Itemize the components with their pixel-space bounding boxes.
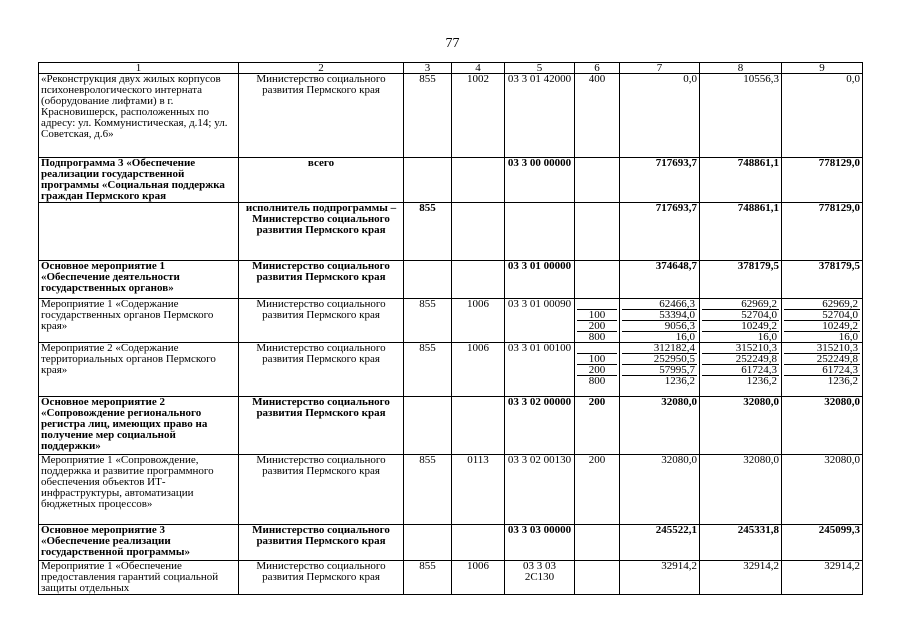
row-grbs: 855 — [404, 203, 452, 261]
col-header: 7 — [620, 63, 700, 74]
row-target-item: 03 3 01 42000 — [505, 74, 575, 158]
row-section: 1006 — [452, 561, 505, 595]
row-value-year2: 748861,1 — [700, 203, 782, 261]
table-row — [39, 261, 863, 299]
col-header: 6 — [575, 63, 620, 74]
cell-line: 200 — [577, 320, 617, 331]
cell-line: 53394,0 — [622, 309, 697, 320]
row-name: Подпрограмма 3 «Обеспечение реализации государственной программы «Социальная поддержка граждан Пермского края — [39, 158, 239, 203]
row-executor: Министерство социального развития Пермского края — [239, 299, 404, 343]
row-executor: Министерство социального развития Пермского края — [239, 397, 404, 455]
row-section: 1006 — [452, 299, 505, 343]
row-grbs — [404, 261, 452, 299]
row-value-year3 — [782, 343, 863, 397]
cell-line: 800 — [577, 375, 617, 386]
cell-line: 315210,3 — [816, 342, 858, 354]
cell-line — [577, 343, 617, 353]
row-grbs: 855 — [404, 455, 452, 525]
row-name: Мероприятие 1 «Обеспечение предоставления гарантий социальной защиты отдельных — [39, 561, 239, 595]
row-target-item: 03 3 01 00090 — [505, 299, 575, 343]
col-header: 4 — [452, 63, 505, 74]
table-row — [39, 203, 863, 261]
row-name — [39, 203, 239, 261]
row-value-year1: 32914,2 — [620, 561, 700, 595]
row-expense-type — [575, 343, 620, 397]
row-target-item: 03 3 01 00000 — [505, 261, 575, 299]
row-expense-type — [575, 158, 620, 203]
row-value-year3: 0,0 — [782, 74, 863, 158]
row-target-item — [505, 203, 575, 261]
row-grbs — [404, 397, 452, 455]
row-value-year2: 32080,0 — [700, 397, 782, 455]
col-header: 2 — [239, 63, 404, 74]
table-row — [39, 158, 863, 203]
cell-line: 62466,3 — [659, 298, 695, 310]
cell-line: 61724,3 — [784, 364, 860, 375]
row-grbs: 855 — [404, 74, 452, 158]
cell-line: 61724,3 — [702, 364, 779, 375]
row-value-year2: 32080,0 — [700, 455, 782, 525]
row-target-item: 03 3 02 00130 — [505, 455, 575, 525]
row-name: Мероприятие 1 «Содержание государственных органов Пермского края» — [39, 299, 239, 343]
row-grbs: 855 — [404, 561, 452, 595]
row-value-year3: 378179,5 — [782, 261, 863, 299]
row-value-year1 — [620, 299, 700, 343]
cell-line: 800 — [577, 331, 617, 342]
cell-line: 16,0 — [702, 331, 779, 342]
row-expense-type — [575, 203, 620, 261]
row-target-item: 03 3 02 00000 — [505, 397, 575, 455]
row-section — [452, 525, 505, 561]
row-expense-type — [575, 525, 620, 561]
row-target-item: 03 3 03 00000 — [505, 525, 575, 561]
cell-line: 57995,7 — [622, 364, 697, 375]
cell-line: 10249,2 — [702, 320, 779, 331]
cell-line: 62969,2 — [822, 298, 858, 310]
row-grbs — [404, 525, 452, 561]
col-header: 1 — [39, 63, 239, 74]
row-value-year2: 10556,3 — [700, 74, 782, 158]
cell-line: 252249,8 — [702, 353, 779, 364]
row-value-year3: 778129,0 — [782, 158, 863, 203]
row-value-year1: 245522,1 — [620, 525, 700, 561]
row-executor: Министерство социального развития Пермского края — [239, 74, 404, 158]
row-value-year3: 245099,3 — [782, 525, 863, 561]
row-grbs: 855 — [404, 299, 452, 343]
row-expense-type — [575, 261, 620, 299]
row-name: Мероприятие 2 «Содержание территориальных органов Пермского края» — [39, 343, 239, 397]
cell-line: 200 — [577, 364, 617, 375]
row-value-year1: 374648,7 — [620, 261, 700, 299]
table-row — [39, 525, 863, 561]
row-executor: Министерство социального развития Пермского края — [239, 455, 404, 525]
row-section: 0113 — [452, 455, 505, 525]
row-name: Основное мероприятие 1 «Обеспечение деятельности государственных органов» — [39, 261, 239, 299]
cell-line: 252249,8 — [784, 353, 860, 364]
row-value-year2: 32914,2 — [700, 561, 782, 595]
col-header: 3 — [404, 63, 452, 74]
row-section — [452, 397, 505, 455]
cell-line: 52704,0 — [702, 309, 779, 320]
cell-line: 10249,2 — [784, 320, 860, 331]
row-name: Мероприятие 1 «Сопровождение, поддержка и развитие программного обеспечения объектов ИТ-инфраструктуры, автоматизации бюджетных процессов» — [39, 455, 239, 525]
cell-line — [577, 299, 617, 309]
table-row — [39, 74, 863, 158]
cell-line: 1236,2 — [702, 375, 779, 386]
table-row — [39, 397, 863, 455]
row-section — [452, 158, 505, 203]
row-target-item: 03 3 00 00000 — [505, 158, 575, 203]
row-executor: Министерство социального развития Пермского края — [239, 343, 404, 397]
row-value-year1: 0,0 — [620, 74, 700, 158]
row-expense-type: 200 — [575, 455, 620, 525]
row-value-year1 — [620, 343, 700, 397]
cell-line: 16,0 — [784, 331, 860, 342]
row-target-item: 03 3 01 00100 — [505, 343, 575, 397]
row-expense-type: 200 — [575, 397, 620, 455]
cell-line: 100 — [577, 309, 617, 320]
row-executor: исполнитель подпрограммы – Министерство социального развития Пермского края — [239, 203, 404, 261]
row-value-year2 — [700, 343, 782, 397]
row-value-year2: 378179,5 — [700, 261, 782, 299]
table-row — [39, 455, 863, 525]
page-number: 77 — [445, 36, 460, 51]
row-name: «Реконструкция двух жилых корпусов психоневрологического интерната (оборудование лифтами) в г. Красновишерск, расположенных по адресу: ул. Коммунистическая, д.14; ул. Советская, д.6» — [39, 74, 239, 158]
row-expense-type: 400 — [575, 74, 620, 158]
cell-line: 9056,3 — [622, 320, 697, 331]
cell-line: 312182,4 — [653, 342, 695, 354]
row-value-year3 — [782, 299, 863, 343]
row-executor: Министерство социального развития Пермского края — [239, 525, 404, 561]
row-executor: Министерство социального развития Пермского края — [239, 561, 404, 595]
row-target-item: 03 3 03 2С130 — [505, 561, 575, 595]
table-row — [39, 561, 863, 595]
row-value-year2: 245331,8 — [700, 525, 782, 561]
row-value-year1: 717693,7 — [620, 158, 700, 203]
col-header: 9 — [782, 63, 863, 74]
row-section: 1006 — [452, 343, 505, 397]
row-executor: Министерство социального развития Пермского края — [239, 261, 404, 299]
row-value-year2 — [700, 299, 782, 343]
row-grbs — [404, 158, 452, 203]
cell-line: 1236,2 — [622, 375, 697, 386]
col-header: 8 — [700, 63, 782, 74]
cell-line: 52704,0 — [784, 309, 860, 320]
row-section: 1002 — [452, 74, 505, 158]
row-executor: всего — [239, 158, 404, 203]
table-row — [39, 299, 863, 343]
row-section — [452, 203, 505, 261]
row-value-year3: 32914,2 — [782, 561, 863, 595]
row-section — [452, 261, 505, 299]
row-name: Основное мероприятие 2 «Сопровождение регионального регистра лиц, имеющих право на получение мер социальной поддержки» — [39, 397, 239, 455]
cell-line: 16,0 — [622, 331, 697, 342]
row-value-year1: 32080,0 — [620, 455, 700, 525]
cell-line: 315210,3 — [735, 342, 777, 354]
row-value-year1: 717693,7 — [620, 203, 700, 261]
row-expense-type — [575, 561, 620, 595]
row-value-year3: 32080,0 — [782, 397, 863, 455]
row-expense-type — [575, 299, 620, 343]
cell-line: 100 — [577, 353, 617, 364]
budget-table — [38, 62, 863, 595]
column-number-row — [39, 63, 863, 74]
row-value-year2: 748861,1 — [700, 158, 782, 203]
row-grbs: 855 — [404, 343, 452, 397]
cell-line: 252950,5 — [622, 353, 697, 364]
row-value-year1: 32080,0 — [620, 397, 700, 455]
cell-line: 62969,2 — [741, 298, 777, 310]
cell-line: 1236,2 — [784, 375, 860, 386]
col-header: 5 — [505, 63, 575, 74]
row-value-year3: 32080,0 — [782, 455, 863, 525]
row-name: Основное мероприятие 3 «Обеспечение реализации государственной программы» — [39, 525, 239, 561]
row-value-year3: 778129,0 — [782, 203, 863, 261]
table-row — [39, 343, 863, 397]
